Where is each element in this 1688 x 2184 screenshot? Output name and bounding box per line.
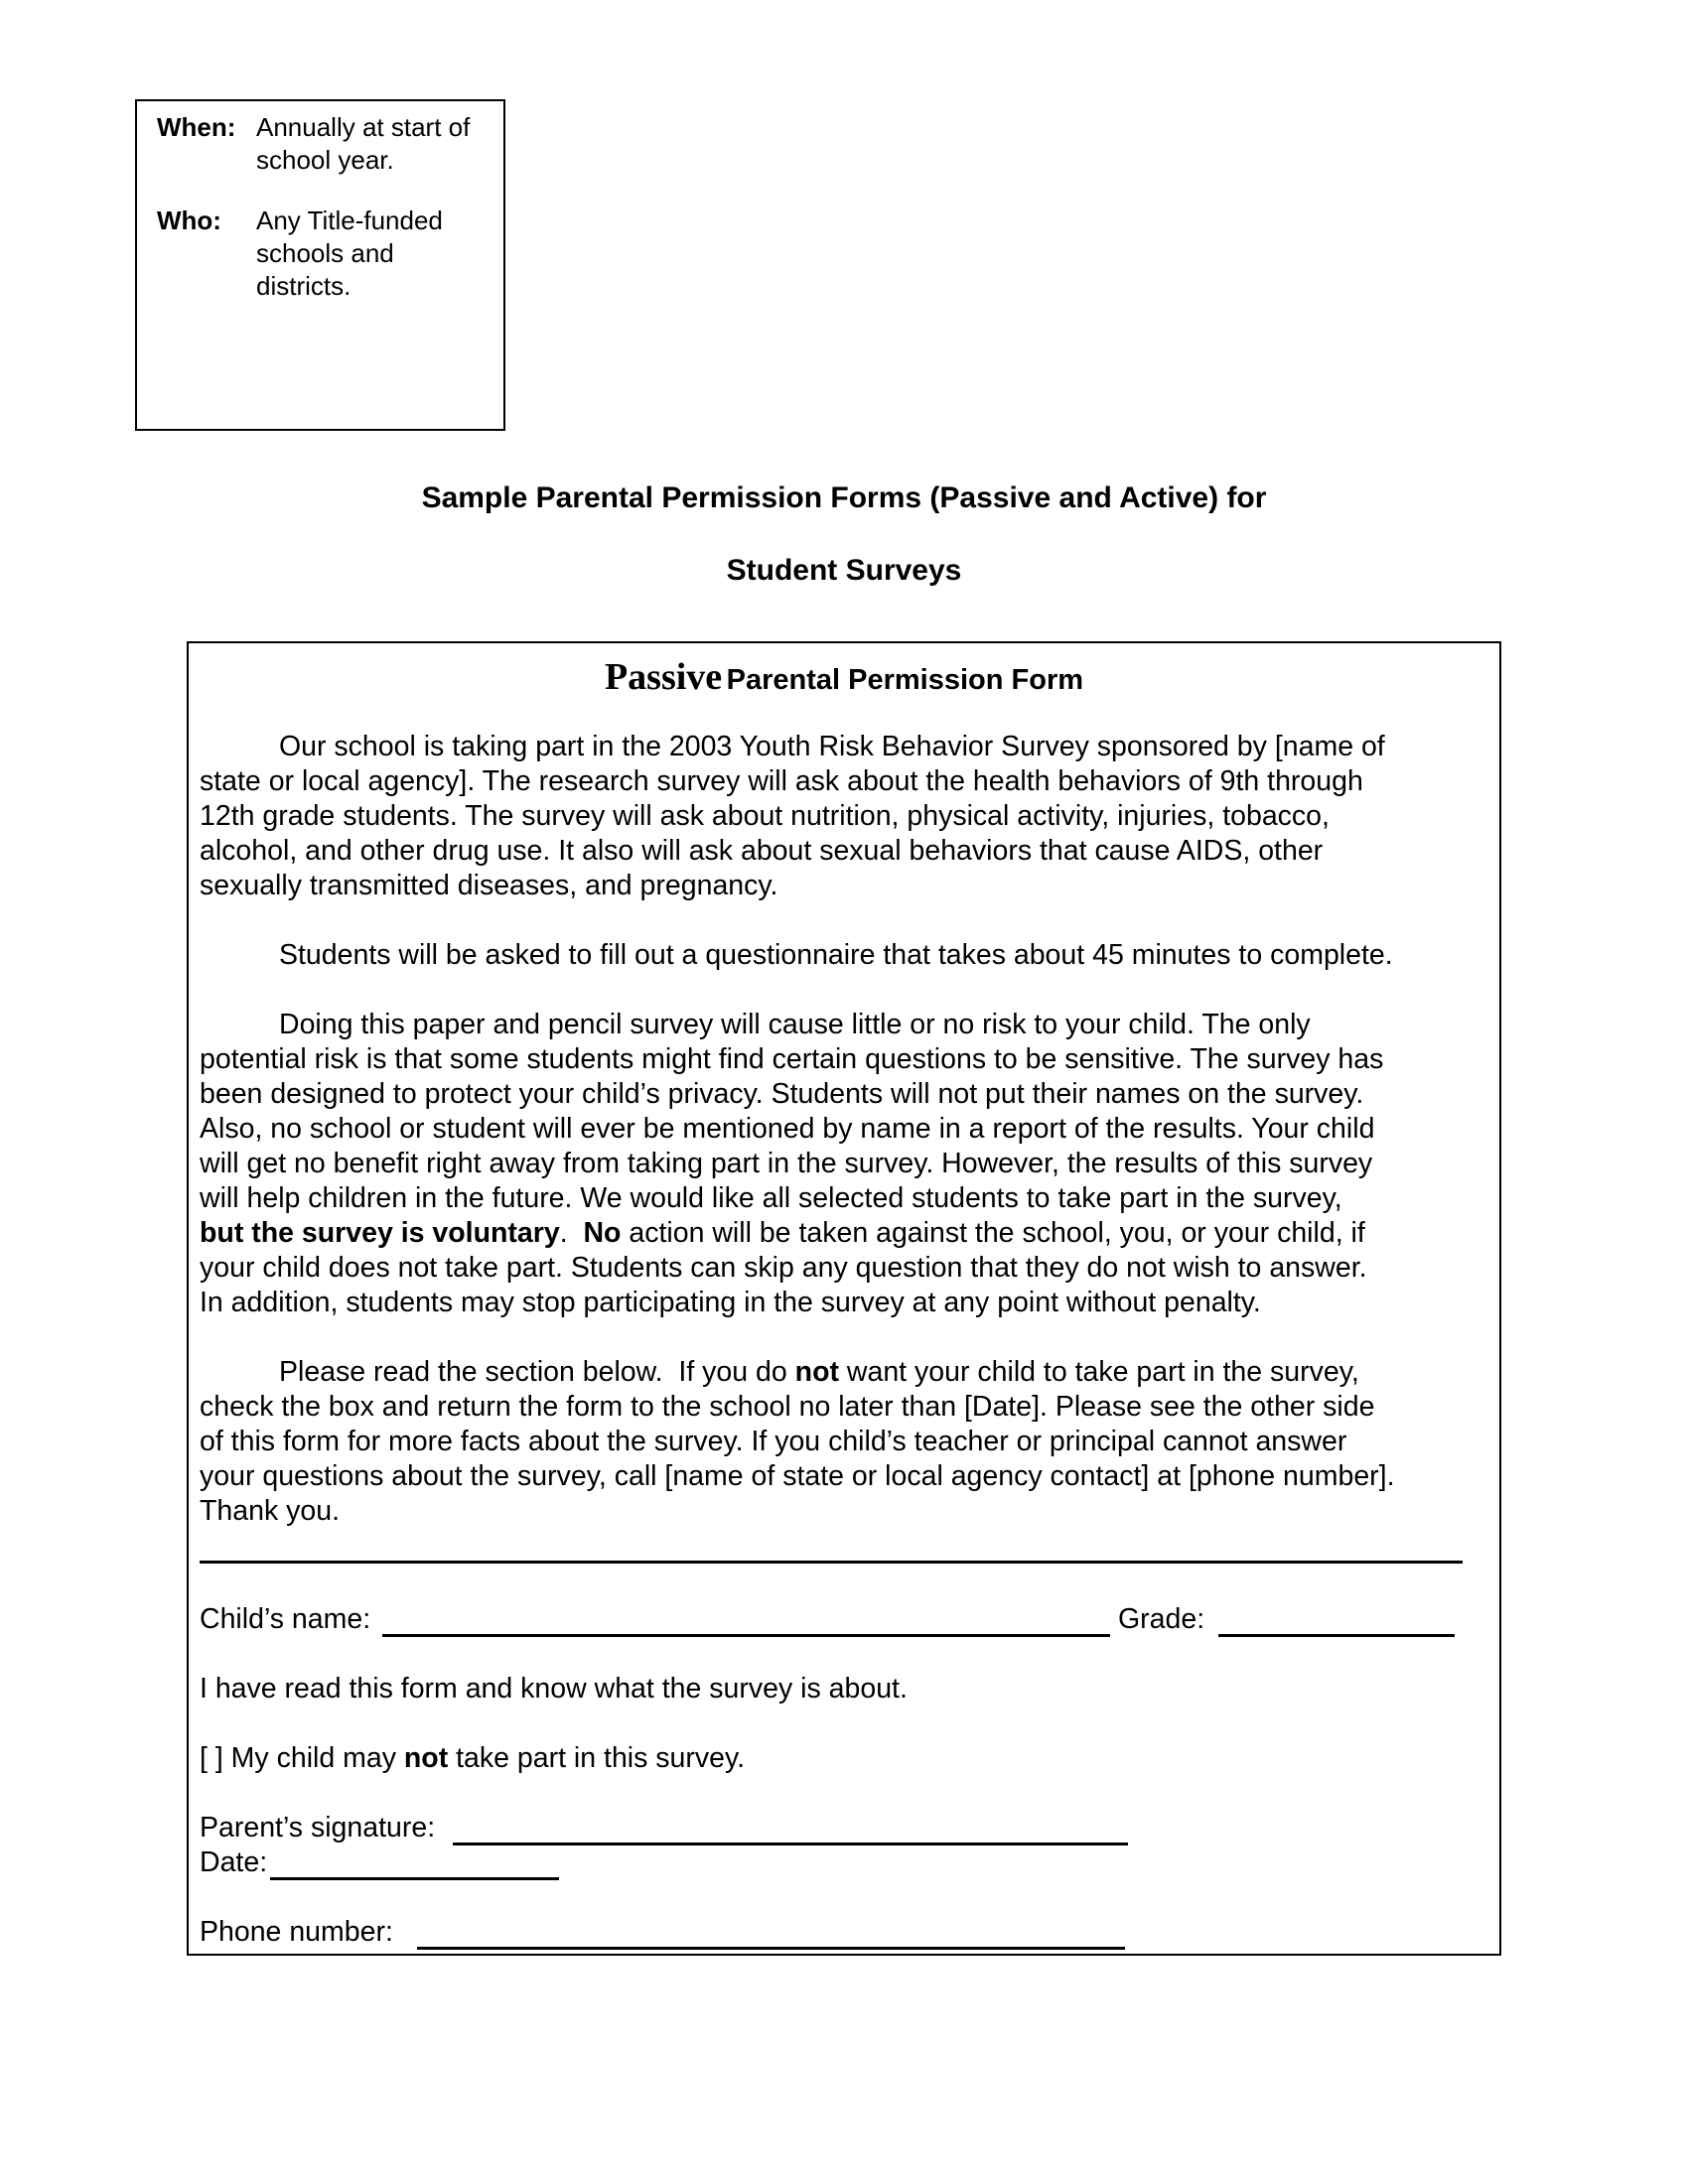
paragraph-3-line: will get no benefit right away from taking part in the survey. However, the results of this survey	[200, 1148, 1373, 1179]
not-emphasis: not	[794, 1356, 839, 1388]
parent-signature-label: Parent’s signature:	[200, 1812, 436, 1843]
paragraph-4-line: check the box and return the form to the school no later than [Date]. Please see the other side	[200, 1391, 1375, 1423]
text-segment: take part in this survey.	[448, 1742, 746, 1774]
form-title	[189, 655, 1499, 699]
who-label: Who:	[157, 205, 221, 235]
phone-number-field[interactable]	[417, 1947, 1125, 1950]
form-title-passive: Passive	[604, 656, 723, 698]
phone-number-label: Phone number:	[200, 1916, 393, 1948]
paragraph-1-line: sexually transmitted diseases, and pregnancy.	[200, 870, 778, 901]
grade-label: Grade:	[1118, 1603, 1205, 1635]
paragraph-3-bold-line	[200, 1216, 1365, 1251]
who-value-line: Any Title-funded	[256, 205, 443, 235]
grade-field[interactable]	[1218, 1634, 1455, 1637]
acknowledgement-text: I have read this form and know what the survey is about.	[200, 1673, 908, 1705]
date-field[interactable]	[270, 1877, 559, 1880]
who-value	[256, 205, 443, 303]
child-name-field[interactable]	[382, 1634, 1110, 1637]
paragraph-1-line: Our school is taking part in the 2003 Youth Risk Behavior Survey sponsored by [name of	[279, 731, 1385, 762]
paragraph-3-line: been designed to protect your child’s privacy. Students will not put their names on the survey.	[200, 1078, 1364, 1110]
passive-permission-form	[187, 641, 1501, 1956]
text-segment: My child may	[222, 1742, 404, 1774]
paragraph-3-line: Also, no school or student will ever be mentioned by name in a report of the results. Your child	[200, 1113, 1375, 1145]
text-segment: Please read the section below. If you do	[279, 1356, 795, 1388]
form-title-rest: Parental Permission Form	[726, 664, 1084, 696]
checkbox-brackets[interactable]: [ ]	[200, 1742, 223, 1774]
when-value-line: Annually at start of	[256, 112, 471, 142]
paragraph-2-line: Students will be asked to fill out a questionnaire that takes about 45 minutes to complete.	[279, 939, 1393, 971]
voluntary-emphasis: but the survey is voluntary	[200, 1217, 560, 1249]
when-value	[256, 111, 470, 177]
paragraph-1-line: state or local agency]. The research survey will ask about the health behaviors of 9th through	[200, 765, 1363, 797]
paragraph-1-line: 12th grade students. The survey will ask about nutrition, physical activity, injuries, tobacco,	[200, 800, 1330, 832]
page-title-line-1: Sample Parental Permission Forms (Passive and Active) for	[421, 481, 1267, 514]
parent-signature-field[interactable]	[453, 1843, 1128, 1845]
text-segment: .	[559, 1217, 584, 1249]
when-value-line: school year.	[256, 145, 394, 175]
text-segment: want your child to take part in the survey,	[838, 1356, 1359, 1388]
paragraph-4-line: Thank you.	[200, 1495, 340, 1527]
paragraph-3-line: In addition, students may stop participating in the survey at any point without penalty.	[200, 1287, 1261, 1318]
paragraph-4-line: of this form for more facts about the survey. If you child’s teacher or principal cannot answer	[200, 1426, 1347, 1457]
not-emphasis: not	[403, 1742, 449, 1774]
page-title-line-2: Student Surveys	[726, 554, 962, 587]
child-name-label: Child’s name:	[200, 1603, 371, 1635]
opt-out-checkbox-row[interactable]	[200, 1741, 745, 1776]
paragraph-3-line: potential risk is that some students might find certain questions to be sensitive. The survey has	[200, 1043, 1384, 1075]
paragraph-4-line	[279, 1355, 1359, 1390]
who-value-line: schools and	[256, 238, 394, 268]
paragraph-3-line: will help children in the future. We would like all selected students to take part in the survey,	[200, 1182, 1342, 1214]
paragraph-1-line: alcohol, and other drug use. It also will ask about sexual behaviors that cause AIDS, other	[200, 835, 1324, 867]
date-label: Date:	[200, 1846, 268, 1878]
who-value-line: districts.	[256, 271, 352, 301]
paragraph-3-line: Doing this paper and pencil survey will cause little or no risk to your child. The only	[279, 1009, 1311, 1040]
section-divider	[200, 1561, 1463, 1564]
when-label: When:	[157, 112, 236, 142]
no-emphasis: No	[583, 1217, 622, 1249]
paragraph-4-line: your questions about the survey, call [name of state or local agency contact] at [phone number].	[200, 1460, 1395, 1492]
info-box	[135, 99, 505, 431]
paragraph-3-line: your child does not take part. Students can skip any question that they do not wish to answer.	[200, 1252, 1367, 1284]
text-segment: action will be taken against the school, you, or your child, if	[621, 1217, 1365, 1249]
